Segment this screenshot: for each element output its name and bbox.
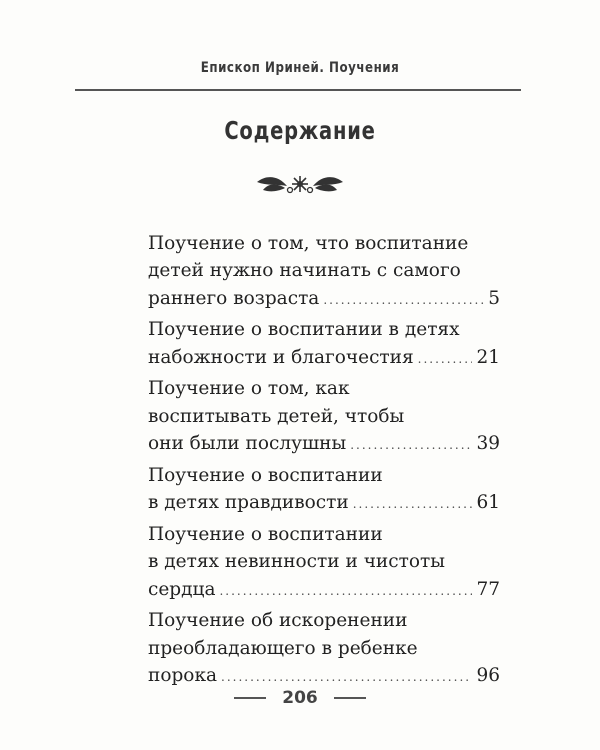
toc-entry-title: в детях правдивости bbox=[148, 492, 349, 514]
toc-entry-title: Поучение о воспитании bbox=[148, 464, 383, 486]
toc-entry-title: Поучение об искоренении bbox=[148, 610, 408, 632]
toc-entry-title: преобладающего в ребенке bbox=[148, 637, 418, 659]
toc-entry-line bbox=[148, 607, 500, 634]
toc-page-number: 39 bbox=[476, 433, 500, 455]
toc-entry-title: сердца bbox=[148, 578, 216, 600]
toc-entry-line bbox=[148, 285, 500, 314]
toc-entry-line bbox=[148, 521, 500, 548]
toc-entry-title: Поучение о том, что воспитание bbox=[148, 233, 469, 254]
toc-entry[interactable] bbox=[148, 521, 500, 605]
toc-page-number: 61 bbox=[476, 492, 500, 514]
toc-entry-title: они были послушны bbox=[148, 433, 347, 455]
running-header: Епископ Ириней. Поучения bbox=[200, 60, 400, 76]
toc-entry-title: Поучение о том, как bbox=[148, 378, 350, 400]
folio-dash-left bbox=[234, 697, 266, 699]
toc-page-number: 77 bbox=[476, 578, 500, 600]
toc-entry-line bbox=[148, 403, 500, 430]
toc-entry-title: раннего возраста bbox=[148, 287, 320, 309]
toc-entry-line bbox=[148, 489, 500, 518]
folio-dash-right bbox=[334, 697, 366, 699]
page-title: Содержание bbox=[224, 116, 376, 145]
dot-leader bbox=[323, 287, 484, 314]
table-of-contents bbox=[148, 230, 500, 694]
header-rule bbox=[75, 89, 521, 91]
toc-entry-line bbox=[148, 462, 500, 489]
toc-entry[interactable] bbox=[148, 230, 500, 314]
toc-entry-title: воспитывать детей, чтобы bbox=[148, 405, 405, 427]
toc-entry-line bbox=[148, 635, 500, 662]
floral-ornament-icon bbox=[255, 172, 345, 198]
page-number bbox=[0, 688, 600, 708]
toc-entry-title: Поучение о воспитании bbox=[148, 523, 383, 545]
toc-entry-line bbox=[148, 576, 500, 605]
toc-entry-title: Поучение о воспитании в детях bbox=[148, 319, 460, 341]
toc-page-number: 5 bbox=[488, 287, 500, 309]
toc-page-number: 96 bbox=[476, 664, 500, 686]
toc-entry[interactable] bbox=[148, 607, 500, 691]
toc-entry-line bbox=[148, 316, 500, 343]
toc-entry-line bbox=[148, 375, 500, 402]
dot-leader bbox=[418, 346, 473, 373]
toc-entry-line bbox=[148, 230, 500, 257]
toc-entry-line bbox=[148, 344, 500, 373]
toc-entry-title: набожности и благочестия bbox=[148, 346, 414, 368]
toc-entry-title: порока bbox=[148, 664, 218, 686]
toc-entry-title: в детях невинности и чистоты bbox=[148, 551, 445, 573]
toc-entry[interactable] bbox=[148, 375, 500, 459]
toc-entry[interactable] bbox=[148, 462, 500, 519]
dot-leader bbox=[350, 432, 472, 459]
toc-page-number: 21 bbox=[476, 346, 500, 368]
page-number-text: 206 bbox=[282, 688, 318, 708]
dot-leader bbox=[353, 491, 473, 518]
dot-leader bbox=[219, 578, 472, 605]
toc-entry-line bbox=[148, 548, 500, 575]
toc-entry[interactable] bbox=[148, 316, 500, 373]
toc-entry-line bbox=[148, 430, 500, 459]
toc-entry-line bbox=[148, 662, 500, 691]
toc-entry-line bbox=[148, 257, 500, 284]
toc-entry-title: детей нужно начинать с самого bbox=[148, 260, 461, 282]
